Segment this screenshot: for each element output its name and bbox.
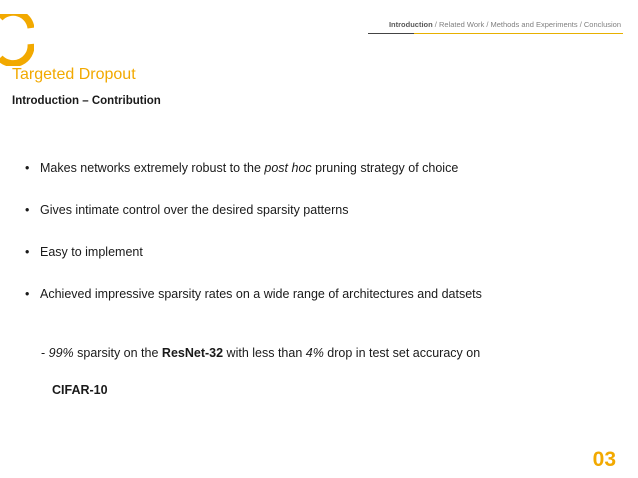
bullet-item (25, 161, 482, 175)
sparsity-percent: 99% (48, 346, 74, 360)
bullet-dot: • (25, 287, 30, 301)
dataset-name: CIFAR-10 (52, 383, 108, 397)
accuracy-drop-percent: 4% (305, 346, 324, 360)
bullet-dot: • (25, 245, 30, 259)
slide-title: Targeted Dropout (12, 66, 136, 83)
model-name: ResNet-32 (161, 346, 224, 360)
slide-subtitle: Introduction – Contribution (12, 95, 161, 107)
bullet-dot: • (25, 161, 30, 175)
bullet-item (25, 287, 482, 301)
page-number: 03 (592, 448, 616, 471)
brand-logo-icon (0, 14, 34, 66)
nav-active-underline (368, 33, 414, 34)
bullet-item (25, 203, 482, 217)
bullet-text: pruning strategy of choice (311, 161, 459, 175)
bullet-dot: • (25, 203, 30, 217)
bullet-item (25, 245, 482, 259)
bullet-text: Makes networks extremely robust to the (40, 161, 265, 175)
bullet-list (25, 161, 482, 329)
section-nav (389, 20, 621, 29)
sub-prefix: - (41, 346, 49, 360)
bullet-text: Achieved impressive sparsity rates on a wide range of architectures and datsets (40, 287, 482, 301)
bullet-text: Gives intimate control over the desired sparsity patterns (40, 203, 349, 217)
bullet-emphasis: post hoc (264, 161, 312, 175)
sub-text: sparsity on the (73, 346, 162, 360)
nav-item-introduction[interactable]: Introduction (388, 20, 433, 29)
sub-point (41, 346, 480, 360)
sub-text: drop in test set accuracy on (323, 346, 481, 360)
nav-item-rest[interactable]: / Related Work / Methods and Experiments / Conclusion (434, 20, 621, 29)
sub-text: with less than (223, 346, 306, 360)
bullet-text: Easy to implement (40, 245, 143, 259)
